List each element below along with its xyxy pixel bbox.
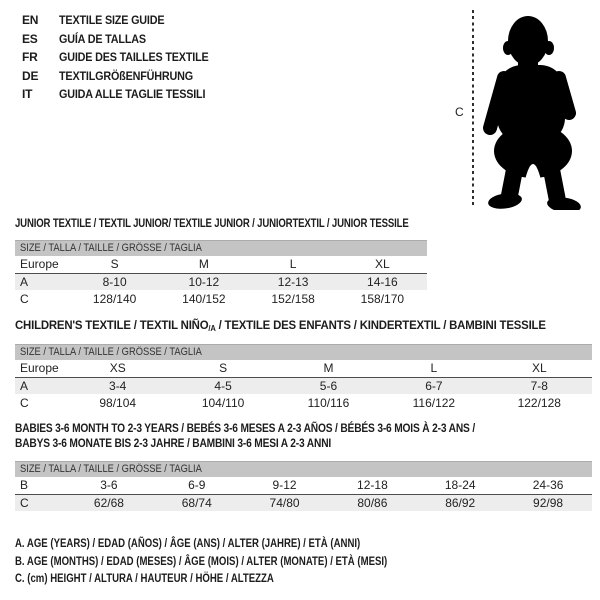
row-label: C (20, 291, 29, 306)
table-cell: 68/74 (153, 494, 241, 511)
row-label: A (15, 273, 70, 290)
table-cell: 62/68 (65, 494, 153, 511)
height-measure-dashed-line (472, 10, 474, 208)
lang-code: ES (22, 31, 38, 46)
legend-height-cm: C. (cm) HEIGHT / ALTURA / HAUTEUR / HÖHE / ALTEZZA (15, 571, 274, 586)
babies-table-title-line2: BABYS 3-6 MONATE BIS 2-3 JAHRE / BAMBINI 3-6 MESI A 2-3 ANNI (15, 436, 332, 450)
table-cell: 24-36 (532, 478, 564, 493)
height-measure-label: C (455, 105, 464, 119)
table-cell: 5-6 (276, 377, 381, 394)
table-row (15, 256, 427, 273)
table-cell: 128/140 (92, 291, 137, 306)
measurement-legend (15, 535, 480, 588)
babies-size-table (15, 461, 592, 511)
row-label: C (15, 494, 65, 511)
language-title-list (22, 11, 225, 104)
lang-title: TEXTILE SIZE GUIDE (59, 13, 165, 27)
table-row (15, 273, 427, 290)
table-cell: 6-7 (381, 377, 486, 394)
table-cell: 80/86 (328, 494, 416, 511)
size-header-bar: SIZE / TALLA / TAILLE / GRÖSSE / TAGLIA (15, 461, 592, 477)
table-cell: 92/98 (504, 494, 592, 511)
table-cell: 3-4 (65, 377, 170, 394)
lang-code: IT (22, 87, 33, 102)
table-cell: 116/122 (412, 395, 456, 410)
lang-title: GUIDA ALLE TAGLIE TESSILI (59, 87, 206, 102)
lang-code: FR (22, 50, 38, 65)
table-cell: 9-12 (272, 478, 297, 493)
table-cell: 14-16 (338, 273, 427, 290)
table-row (15, 494, 592, 511)
table-cell: S (219, 361, 228, 376)
lang-code: DE (22, 68, 39, 83)
toddler-silhouette-icon (480, 10, 592, 210)
junior-size-table (15, 240, 427, 307)
lang-code: EN (22, 13, 39, 27)
table-row (15, 290, 427, 307)
table-cell: L (289, 257, 297, 272)
table-row (15, 477, 592, 494)
table-cell: 12-18 (357, 478, 388, 493)
lang-row-de (22, 67, 225, 86)
row-label: C (20, 395, 29, 410)
table-cell: 74/80 (241, 494, 329, 511)
table-cell: 3-6 (100, 478, 118, 493)
lang-row-es (22, 30, 225, 49)
lang-row-it (22, 85, 225, 104)
row-label: Europe (20, 361, 59, 376)
table-cell: 7-8 (487, 377, 592, 394)
table-cell: 86/92 (416, 494, 504, 511)
table-cell: M (198, 257, 209, 272)
children-table-title: CHILDREN'S TEXTILE / TEXTIL NIÑO/A / TEXTILE DES ENFANTS / KINDERTEXTIL / BAMBINI TESSILE (15, 318, 546, 333)
table-cell: XL (531, 361, 547, 376)
table-cell: 122/128 (517, 395, 561, 410)
table-cell: 104/110 (201, 395, 245, 410)
row-label: B (20, 478, 29, 493)
table-cell: L (430, 361, 438, 376)
size-header-bar: SIZE / TALLA / TAILLE / GRÖSSE / TAGLIA (15, 240, 427, 256)
table-cell: 158/170 (360, 291, 405, 306)
legend-age-months: B. AGE (MONTHS) / EDAD (MESES) / ÂGE (MOIS) / ALTER (MONATE) / ETÀ (MESI) (15, 553, 388, 568)
table-cell: 4-5 (170, 377, 275, 394)
babies-table-title-line1: BABIES 3-6 MONTH TO 2-3 YEARS / BEBÉS 3-6 MESES A 2-3 AÑOS / BÉBÉS 3-6 MOIS À 2-3 ANS / (15, 421, 476, 435)
table-cell: 110/116 (307, 395, 350, 410)
table-cell: 140/152 (182, 291, 226, 306)
size-header-bar: SIZE / TALLA / TAILLE / GRÖSSE / TAGLIA (15, 344, 592, 360)
junior-table-title: JUNIOR TEXTILE / TEXTIL JUNIOR/ TEXTILE JUNIOR / JUNIORTEXTIL / JUNIOR TESSILE (15, 216, 409, 230)
lang-title: GUIDE DES TAILLES TEXTILE (59, 50, 209, 65)
lang-title: TEXTILGRÖßENFÜHRUNG (59, 68, 193, 83)
lang-title: GUÍA DE TALLAS (59, 31, 146, 46)
table-cell: 10-12 (159, 273, 248, 290)
table-cell: 6-9 (188, 478, 206, 493)
table-cell: 8-10 (70, 273, 159, 290)
legend-age-years: A. AGE (YEARS) / EDAD (AÑOS) / ÂGE (ANS) / ALTER (JAHRE) / ETÀ (ANNI) (15, 536, 361, 550)
table-cell: 98/104 (99, 395, 137, 410)
table-row (15, 377, 592, 394)
table-cell: 152/158 (271, 291, 315, 306)
height-figure (445, 6, 595, 210)
row-label: A (15, 377, 65, 394)
table-cell: 12-13 (249, 273, 338, 290)
table-row (15, 360, 592, 377)
table-row (15, 394, 592, 411)
table-cell: S (110, 257, 119, 272)
table-cell: XS (109, 361, 126, 376)
lang-row-en (22, 11, 225, 30)
row-label: Europe (20, 257, 59, 272)
table-cell: M (323, 361, 334, 376)
table-cell: XL (375, 257, 390, 272)
table-cell: 18-24 (444, 478, 476, 493)
lang-row-fr (22, 48, 225, 67)
children-size-table (15, 344, 592, 411)
